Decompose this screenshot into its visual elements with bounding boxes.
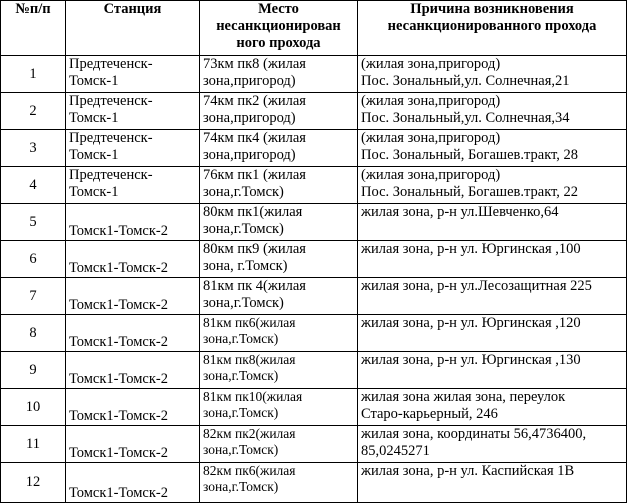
row-number: 11	[1, 426, 66, 463]
place-line2: зона,пригород)	[203, 110, 296, 126]
row-number: 12	[1, 463, 66, 503]
station-cell	[66, 130, 200, 167]
reason-line1: (жилая зона,пригород)	[361, 93, 501, 109]
row-number: 3	[1, 130, 66, 167]
reason-cell	[358, 315, 627, 352]
station-line2: Томск1-Томск-2	[69, 223, 168, 239]
station-cell	[66, 167, 200, 204]
place-line1: 74км пк2 (жилая	[203, 93, 306, 109]
station-line2: Томск-1	[69, 184, 119, 200]
reason-line2: Пос. Зональный,ул. Солнечная,21	[361, 73, 570, 89]
place-line2: зона,пригород)	[203, 73, 296, 89]
reason-line1: жилая зона, р-н ул. Юргинская ,120	[361, 315, 581, 331]
reason-line1: жилая зона, р-н ул.Лесозащитная 225	[361, 278, 592, 294]
header-reason-line2: несанкционированного прохода	[387, 18, 597, 34]
place-line2: зона,г.Томск)	[203, 479, 279, 494]
row-number: 8	[1, 315, 66, 352]
station-line2: Томск1-Томск-2	[69, 297, 168, 313]
place-line2: зона,г.Томск)	[203, 295, 284, 311]
place-line2: зона,пригород)	[203, 147, 296, 163]
station-line2: Томск1-Томск-2	[69, 408, 168, 424]
reason-line1: жилая зона, р-н ул. Юргинская ,130	[361, 352, 581, 368]
place-cell	[200, 315, 358, 352]
station-line2: Томск-1	[69, 73, 119, 89]
place-line1: 74км пк4 (жилая	[203, 130, 306, 146]
table-row	[1, 315, 627, 352]
row-number: 10	[1, 389, 66, 426]
reason-cell	[358, 241, 627, 278]
place-line1: 73км пк8 (жилая	[203, 56, 306, 72]
station-cell	[66, 204, 200, 241]
header-place	[200, 1, 358, 56]
place-line2: зона,г.Томск)	[203, 405, 279, 420]
station-cell	[66, 56, 200, 93]
station-line1: Предтеченск-	[69, 130, 153, 146]
place-cell	[200, 463, 358, 503]
reason-cell	[358, 278, 627, 315]
table-row	[1, 93, 627, 130]
station-line2: Томск-1	[69, 147, 119, 163]
header-reason-line1: Причина возникновения	[410, 1, 574, 17]
table-row	[1, 130, 627, 167]
reason-line1: жилая зона, р-н ул.Шевченко,64	[361, 204, 559, 220]
reason-cell	[358, 389, 627, 426]
station-cell	[66, 389, 200, 426]
row-number: 2	[1, 93, 66, 130]
row-number: 6	[1, 241, 66, 278]
reason-line1: (жилая зона,пригород)	[361, 167, 501, 183]
row-number: 4	[1, 167, 66, 204]
place-cell	[200, 56, 358, 93]
header-place-line2: несанкционирован	[216, 18, 341, 34]
station-cell	[66, 241, 200, 278]
station-line2: Томск-1	[69, 110, 119, 126]
table-row	[1, 241, 627, 278]
place-line1: 82км пк6(жилая	[203, 463, 296, 478]
table-row	[1, 278, 627, 315]
reason-line2: Пос. Зональный,ул. Солнечная,34	[361, 110, 570, 126]
station-cell	[66, 315, 200, 352]
table-row	[1, 426, 627, 463]
place-line2: зона, г.Томск)	[203, 258, 288, 274]
place-cell	[200, 93, 358, 130]
place-line1: 80км пк1(жилая	[203, 204, 303, 220]
station-line2: Томск1-Томск-2	[69, 485, 168, 501]
place-line1: 82км пк2(жилая	[203, 426, 296, 441]
reason-line1: жилая зона жилая зона, переулок	[361, 389, 566, 405]
reason-line2: Пос. Зональный, Богашев.тракт, 22	[361, 184, 579, 200]
reason-line1: (жилая зона,пригород)	[361, 56, 501, 72]
row-number: 1	[1, 56, 66, 93]
header-num: №п/п	[1, 1, 66, 56]
station-line2: Томск1-Томск-2	[69, 371, 168, 387]
reason-cell	[358, 426, 627, 463]
reason-line1: жилая зона, р-н ул. Каспийская 1В	[361, 463, 575, 479]
table-body	[1, 56, 627, 503]
place-line2: зона,г.Томск)	[203, 184, 284, 200]
place-line1: 81км пк8(жилая	[203, 352, 296, 367]
header-row	[1, 1, 627, 56]
station-line1: Предтеченск-	[69, 93, 153, 109]
header-reason	[358, 1, 627, 56]
place-cell	[200, 130, 358, 167]
header-place-line1: Место	[258, 1, 299, 17]
place-line2: зона,г.Томск)	[203, 442, 279, 457]
station-line1: Предтеченск-	[69, 56, 153, 72]
row-number: 5	[1, 204, 66, 241]
place-line1: 81км пк6(жилая	[203, 315, 296, 330]
place-line2: зона,г.Томск)	[203, 368, 279, 383]
station-line2: Томск1-Томск-2	[69, 445, 168, 461]
table-row	[1, 389, 627, 426]
station-cell	[66, 278, 200, 315]
reason-cell	[358, 93, 627, 130]
place-cell	[200, 278, 358, 315]
place-cell	[200, 204, 358, 241]
station-cell	[66, 352, 200, 389]
reason-cell	[358, 56, 627, 93]
place-cell	[200, 389, 358, 426]
place-cell	[200, 352, 358, 389]
place-cell	[200, 167, 358, 204]
place-cell	[200, 241, 358, 278]
station-cell	[66, 93, 200, 130]
place-line1: 81км пк10(жилая	[203, 389, 303, 404]
place-line2: зона,г.Томск)	[203, 331, 279, 346]
row-number: 9	[1, 352, 66, 389]
place-line1: 81км пк 4(жилая	[203, 278, 306, 294]
reason-line1: жилая зона, р-н ул. Юргинская ,100	[361, 241, 581, 257]
station-line1: Предтеченск-	[69, 167, 153, 183]
place-cell	[200, 426, 358, 463]
reason-cell	[358, 130, 627, 167]
station-line2: Томск1-Томск-2	[69, 334, 168, 350]
reason-cell	[358, 352, 627, 389]
place-line2: зона,г.Томск)	[203, 221, 284, 237]
reason-cell	[358, 204, 627, 241]
row-number: 7	[1, 278, 66, 315]
reason-line2: 85,0245271	[361, 443, 430, 459]
table-row	[1, 56, 627, 93]
reason-line1: жилая зона, координаты 56,4736400,	[361, 426, 587, 442]
station-cell	[66, 426, 200, 463]
header-station: Станция	[66, 1, 200, 56]
table-row	[1, 463, 627, 503]
station-line2: Томск1-Томск-2	[69, 260, 168, 276]
station-cell	[66, 463, 200, 503]
reason-line1: (жилая зона,пригород)	[361, 130, 501, 146]
table-row	[1, 204, 627, 241]
header-place-line3: ного прохода	[236, 35, 321, 51]
reason-line2: Пос. Зональный, Богашев.тракт, 28	[361, 147, 579, 163]
place-line1: 80км пк9 (жилая	[203, 241, 306, 257]
place-line1: 76км пк1 (жилая	[203, 167, 306, 183]
table-row	[1, 167, 627, 204]
reason-cell	[358, 167, 627, 204]
reason-cell	[358, 463, 627, 503]
table-row	[1, 352, 627, 389]
reason-line2: Старо-карьерный, 246	[361, 406, 498, 422]
